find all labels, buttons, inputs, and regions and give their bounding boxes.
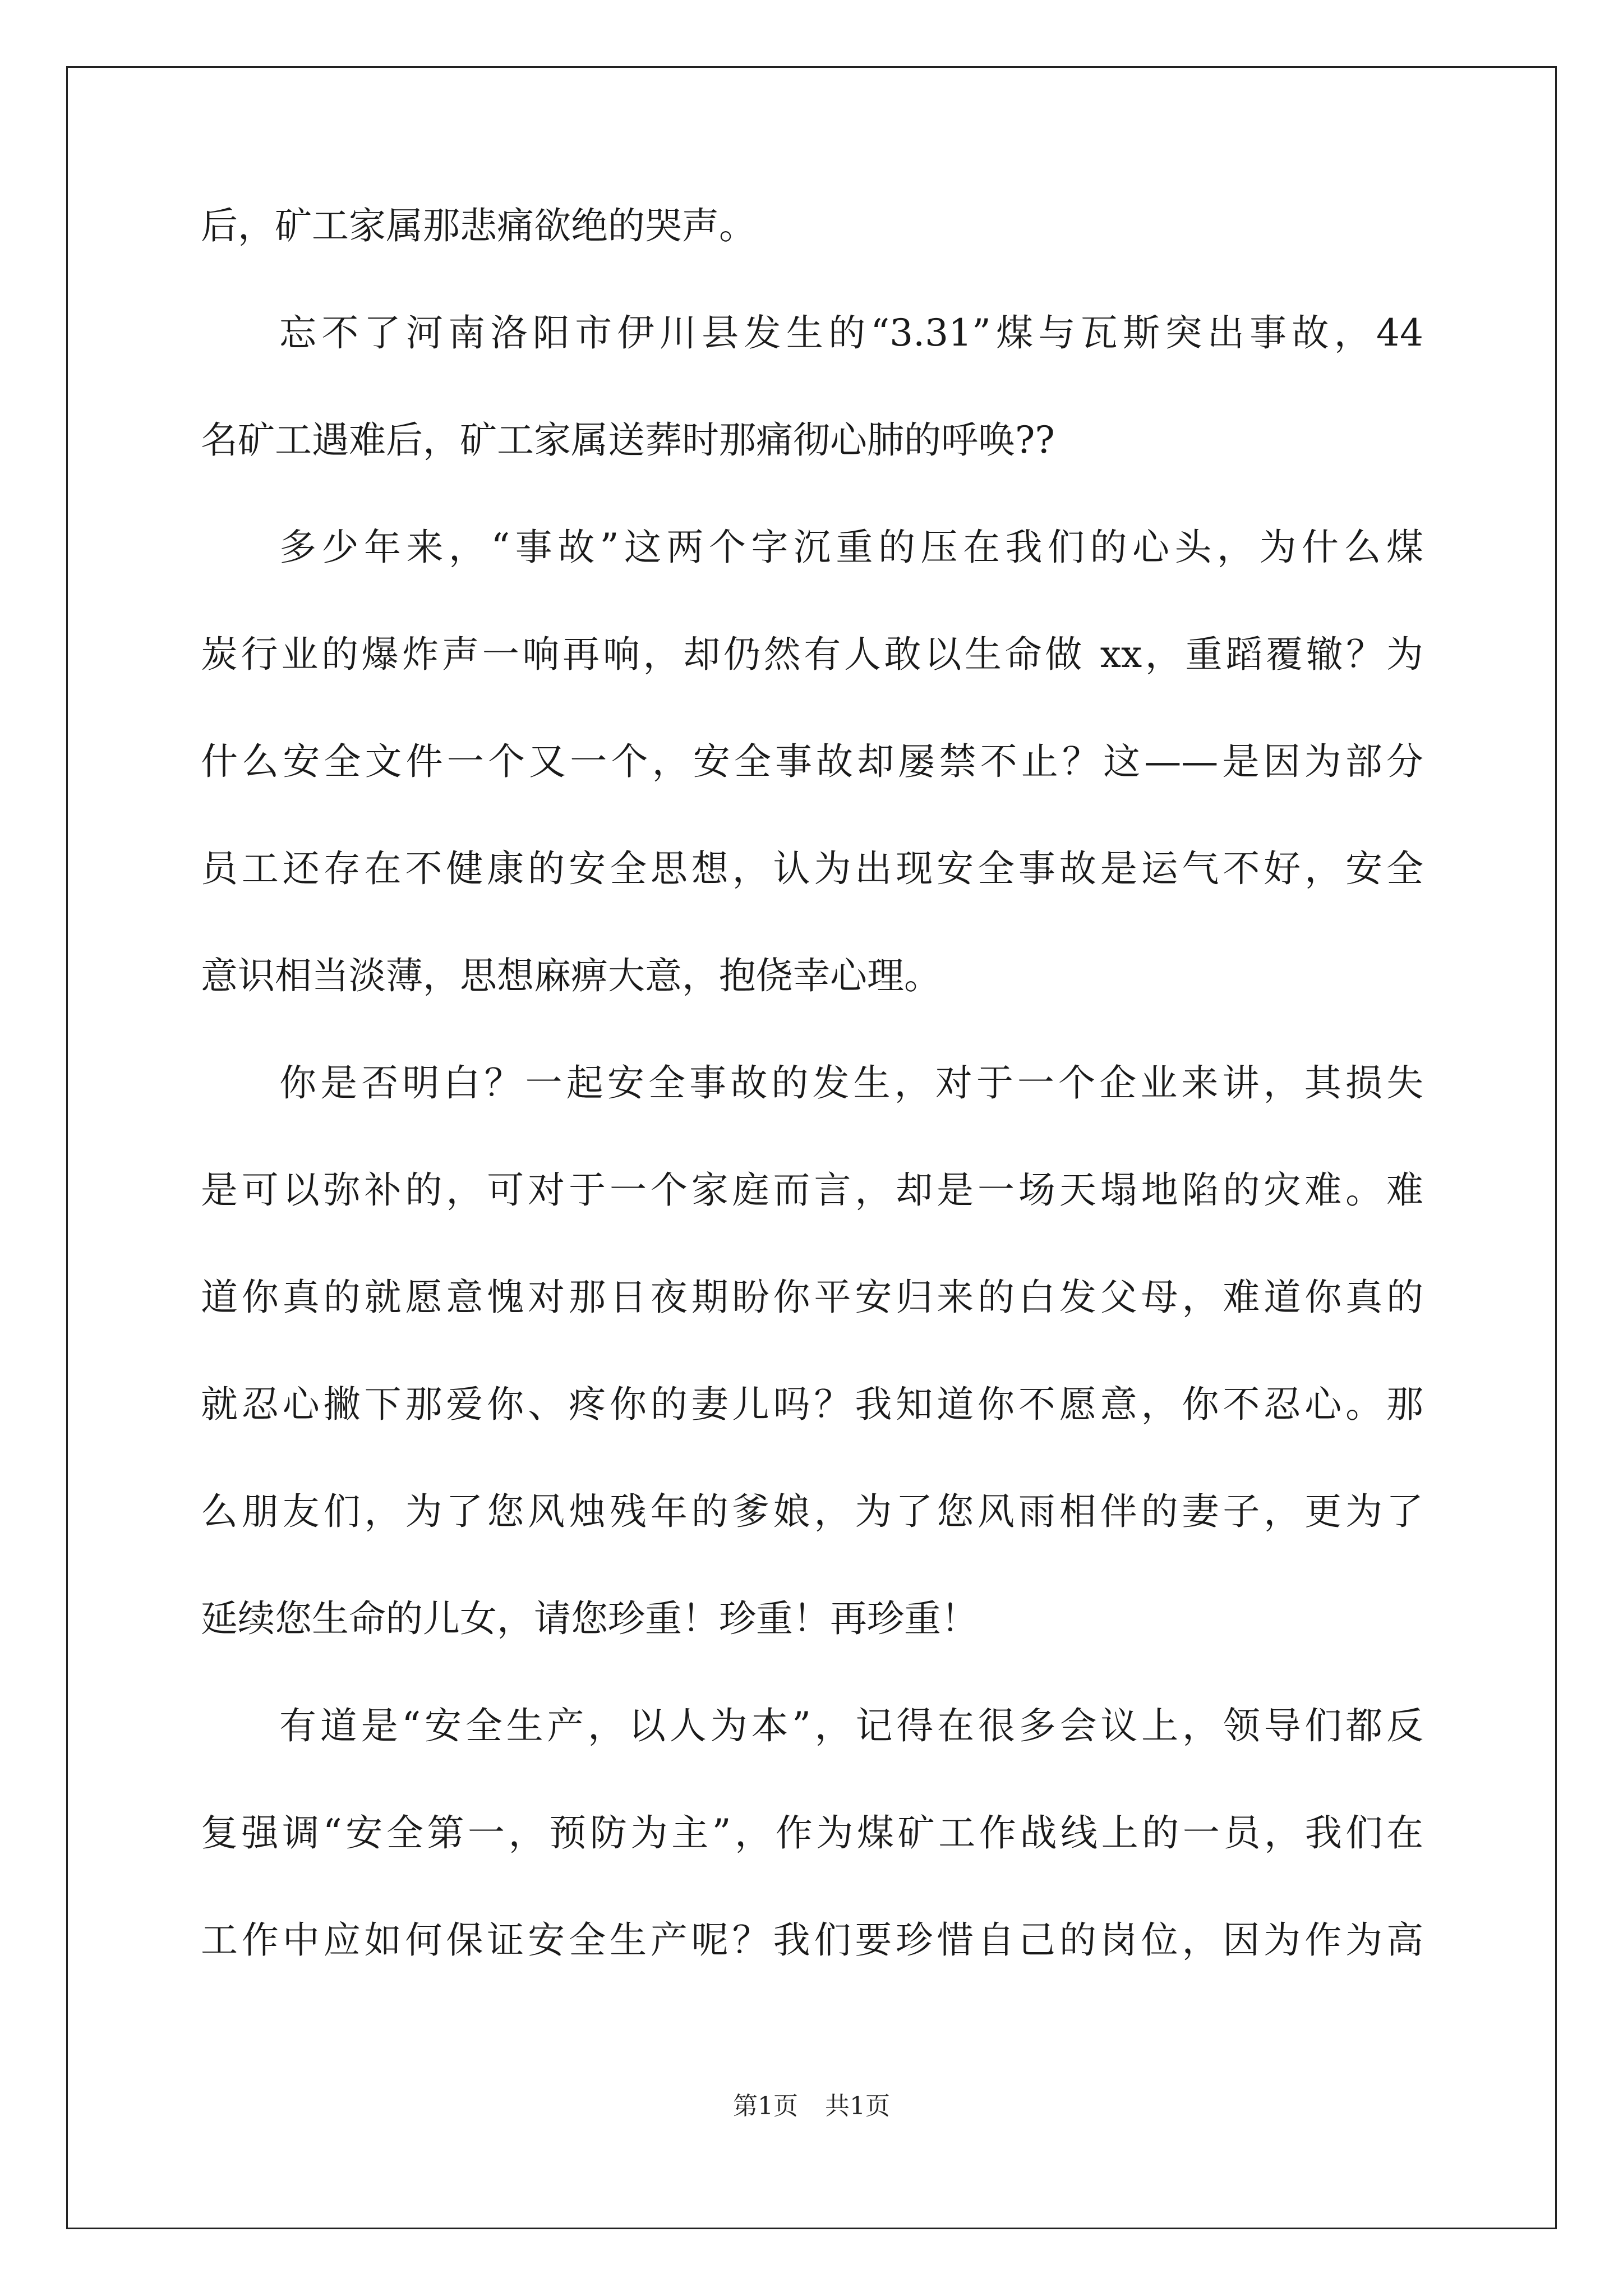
text-line: 有道是“安全生产，以人为本”，记得在很多会议上，领导们都反	[279, 1704, 1423, 1747]
document-body	[201, 199, 1423, 2021]
text-line: 么朋友们，为了您风烛残年的爹娘，为了您风雨相伴的妻子，更为了	[201, 1490, 1423, 1533]
text-line: 是可以弥补的，可对于一个家庭而言，却是一场天塌地陷的灾难。难	[201, 1168, 1423, 1212]
text-line: 名矿工遇难后，矿工家属送葬时那痛彻心肺的呼唤??	[201, 418, 1055, 462]
text-line: 意识相当淡薄，思想麻痹大意，抱侥幸心理。	[201, 954, 941, 997]
text-line: 多少年来，“事故”这两个字沉重的压在我们的心头，为什么煤	[279, 526, 1423, 569]
text-line: 你是否明白？一起安全事故的发生，对于一个企业来讲，其损失	[279, 1061, 1423, 1105]
text-line: 延续您生命的儿女，请您珍重！珍重！再珍重！	[201, 1597, 978, 1640]
page-number-total: 共1页	[825, 2092, 890, 2120]
text-line: 忘不了河南洛阳市伊川县发生的“3.31”煤与瓦斯突出事故，44	[279, 311, 1423, 355]
text-line: 后，矿工家属那悲痛欲绝的哭声。	[201, 204, 756, 247]
text-line: 工作中应如何保证安全生产呢？我们要珍惜自己的岗位，因为作为高	[201, 1918, 1423, 1962]
page-number-current: 第1页	[733, 2092, 798, 2120]
text-line: 道你真的就愿意愧对那日夜期盼你平安归来的白发父母，难道你真的	[201, 1276, 1423, 1319]
page-footer	[0, 2090, 1623, 2123]
text-line: 炭行业的爆炸声一响再响，却仍然有人敢以生命做 xx，重蹈覆辙？为	[201, 633, 1423, 676]
text-line: 复强调“安全第一，预防为主”，作为煤矿工作战线上的一员，我们在	[201, 1811, 1423, 1855]
text-line: 员工还存在不健康的安全思想，认为出现安全事故是运气不好，安全	[201, 847, 1423, 890]
text-line: 什么安全文件一个又一个，安全事故却屡禁不止？这——是因为部分	[201, 740, 1423, 783]
text-line: 就忍心撇下那爱你、疼你的妻儿吗？我知道你不愿意，你不忍心。那	[201, 1383, 1423, 1426]
